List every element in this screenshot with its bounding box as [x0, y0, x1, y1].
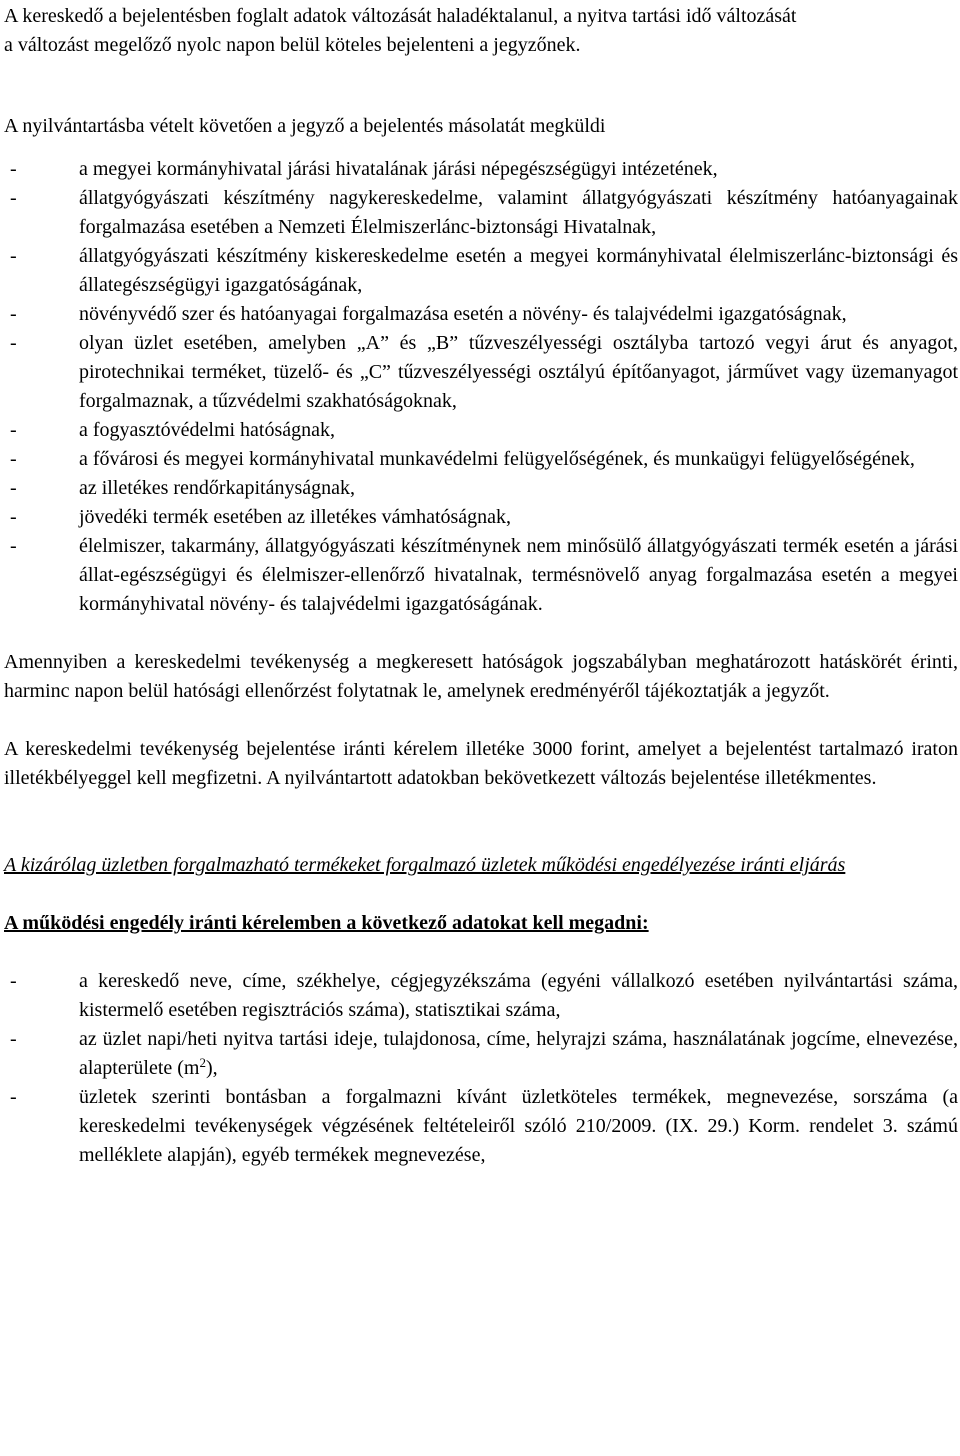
list-item: - élelmiszer, takarmány, állatgyógyászati készítménynek nem minősülő állatgyógyászati termék esetén a járási állat-egészségügyi és élelmiszer-ellenőrző hivatalnak, termésnövelő anyag forgalmazása esetén a megyei kormányhivatal növény- és talajvédelmi igazgatóságának.	[4, 532, 958, 619]
document-page	[0, 2, 960, 1456]
list-item: - olyan üzlet esetében, amelyben „A” és „B” tűzveszélyességi osztályba tartozó vegyi árut és anyagot, pirotechnikai terméket, tüzelő- és „C” tűzveszélyességi osztályú építőanyagot, járművet vagy üzemanyagot forgalmaznak, a tűzvédelmi szakhatóságoknak,	[4, 329, 958, 416]
list-item: - növényvédő szer és hatóanyagai forgalmazása esetén a növény- és talajvédelmi igazgatóságnak,	[4, 300, 958, 329]
notification-recipient-list	[4, 155, 958, 619]
list-item: - állatgyógyászati készítmény kiskereskedelme esetén a megyei kormányhivatal élelmiszerlánc-biztonsági és állategészségügyi igazgatóságának,	[4, 242, 958, 300]
list-item: - állatgyógyászati készítmény nagykereskedelme, valamint állatgyógyászati készítmény hatóanyagainak forgalmazása esetében a Nemzeti Élelmiszerlánc-biztonsági Hivatalnak,	[4, 184, 958, 242]
intro-line-1: A kereskedő a bejelentésben foglalt adatok változását haladéktalanul, a nyitva tartási idő változását	[4, 5, 797, 27]
authority-paragraph: Amennyiben a kereskedelmi tevékenység a megkeresett hatóságok jogszabályban meghatározott hatáskörét érinti, harminc napon belül hatósági ellenőrzést folytatnak le, amelynek eredményéről tájékoztatják a jegyzőt.	[4, 651, 958, 702]
intro-line-2: a változást megelőző nyolc napon belül köteles bejelenteni a jegyzőnek.	[4, 34, 581, 56]
superscript: 2	[199, 1055, 206, 1070]
list-item-text: az üzlet napi/heti nyitva tartási ideje, tulajdonosa, címe, helyrajzi száma, használatának jogcíme, elnevezése, alapterülete (m	[79, 1028, 958, 1079]
list-item-text-end: ),	[206, 1057, 218, 1079]
list-item: - jövedéki termék esetében az illetékes vámhatóságnak,	[4, 503, 958, 532]
section-title: A kizárólag üzletben forgalmazható termékeket forgalmazó üzletek működési engedélyezése iránti eljárás	[4, 854, 846, 876]
list-item: - a fogyasztóvédelmi hatóságnak,	[4, 416, 958, 445]
list-item: - az illetékes rendőrkapitányságnak,	[4, 474, 958, 503]
intro-paragraph	[4, 2, 958, 60]
list-item	[4, 1025, 958, 1083]
list-item: - üzletek szerinti bontásban a forgalmazni kívánt üzletköteles termékek, megnevezése, sorszáma (a kereskedelmi tevékenységek végzésének feltételeiről szóló 210/2009. (IX. 29.) Korm. rendelet 3. számú melléklete alapján), egyéb termékek megnevezése,	[4, 1083, 958, 1170]
notification-lead: A nyilvántartásba vételt követően a jegyző a bejelentés másolatát megküldi	[4, 115, 606, 137]
list-item: - a kereskedő neve, címe, székhelye, cégjegyzékszáma (egyéni vállalkozó esetében nyilvántartási száma, kistermelő esetében regisztrációs száma), statisztikai száma,	[4, 967, 958, 1025]
list-item: - a fővárosi és megyei kormányhivatal munkavédelmi felügyelőségének, és munkaügyi felügyelőségének,	[4, 445, 958, 474]
fee-paragraph: A kereskedelmi tevékenység bejelentése iránti kérelem illetéke 3000 forint, amelyet a bejelentést tartalmazó iraton illetékbélyeggel kell megfizetni. A nyilvántartott adatokban bekövetkezett változás bejelentése illetékmentes.	[4, 738, 958, 789]
permit-heading: A működési engedély iránti kérelemben a következő adatokat kell megadni:	[4, 912, 649, 934]
permit-data-list	[4, 967, 958, 1170]
list-item: - a megyei kormányhivatal járási hivatalának járási népegészségügyi intézetének,	[4, 155, 958, 184]
